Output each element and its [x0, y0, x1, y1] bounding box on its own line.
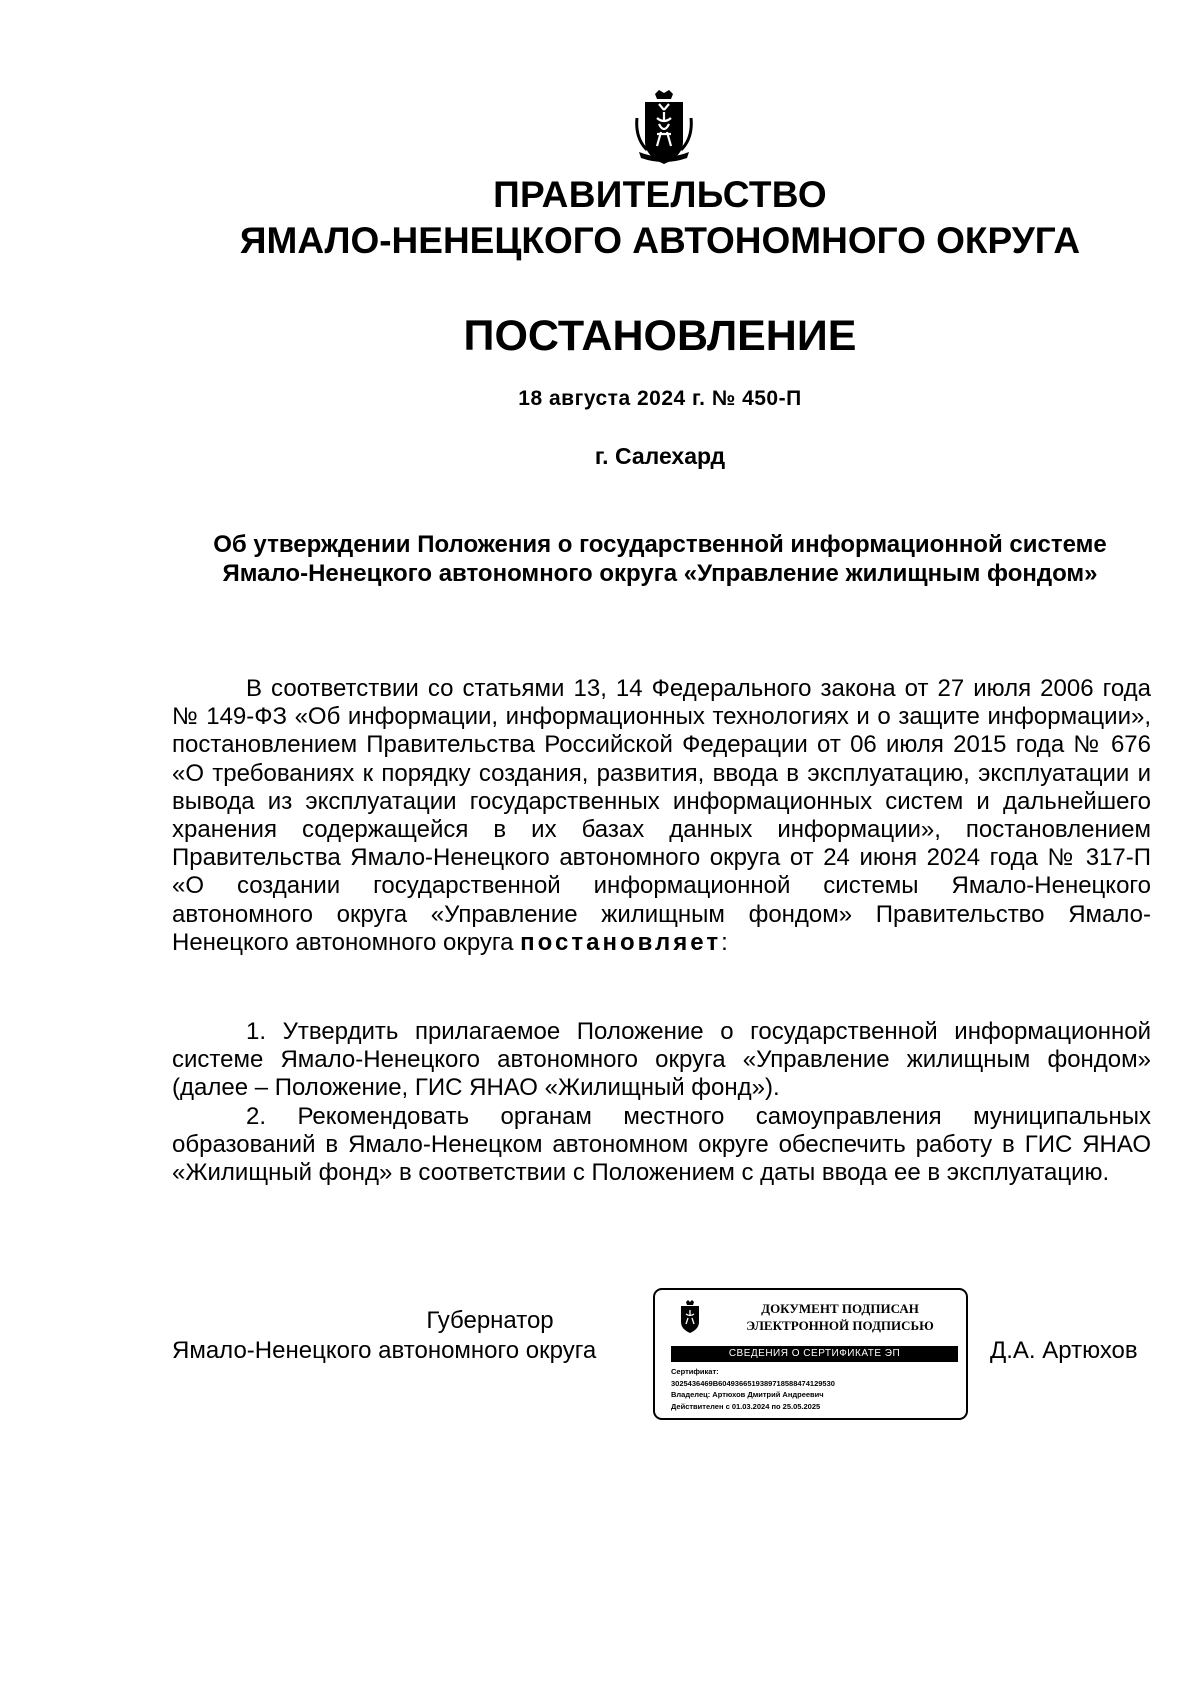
decree-items: [172, 1018, 1151, 1187]
stamp-cert-label: Сертификат:: [671, 1367, 719, 1376]
government-title-line1: ПРАВИТЕЛЬСТВО: [493, 174, 827, 215]
stamp-owner: Владелец: Артюхов Дмитрий Андреевич: [671, 1390, 824, 1399]
decree-item-2: 2. Рекомендовать органам местного самоуправления муниципальных образований в Ямало-Ненецком автономном округе обеспечить работу в ГИС ЯНАО «Жилищный фонд» в соответствии с Положением с даты ввода ее в эксплуатацию.: [172, 1102, 1151, 1187]
document-subject: Об утверждении Положения о государственной информационной системе Ямало-Ненецкого автономного округа «Управление жилищным фондом»: [213, 531, 1107, 587]
document-date-number: 18 августа 2024 г. № 450-П: [518, 387, 802, 410]
stamp-cert-value: 3025436469B6049366519389718588474129530: [671, 1378, 835, 1388]
electronic-signature-stamp: [653, 1288, 968, 1420]
government-title-line2: ЯМАЛО-НЕНЕЦКОГО АВТОНОМНОГО ОКРУГА: [239, 220, 1081, 261]
stamp-heading-line1: ДОКУМЕНТ ПОДПИСАН: [761, 1301, 919, 1316]
decree-word: постановляет: [520, 928, 722, 956]
coat-of-arms-icon: [633, 88, 695, 170]
stamp-details: [671, 1366, 961, 1412]
decree-colon: :: [721, 928, 728, 956]
stamp-coat-of-arms-icon: [677, 1300, 703, 1336]
stamp-heading-line2: ЭЛЕКТРОННОЙ ПОДПИСЬЮ: [746, 1318, 934, 1333]
signer-region: Ямало-Ненецкого автономного округа: [172, 1337, 597, 1364]
document-city: г. Салехард: [594, 443, 726, 469]
signer-name: Д.А. Артюхов: [990, 1337, 1138, 1364]
stamp-heading: [725, 1300, 955, 1334]
stamp-certificate-bar: СВЕДЕНИЯ О СЕРТИФИКАТЕ ЭП: [671, 1346, 958, 1362]
stamp-validity: Действителен с 01.03.2024 по 25.05.2025: [671, 1401, 821, 1411]
decree-item-1: 1. Утвердить прилагаемое Положение о государственной информационной системе Ямало-Ненецкого автономного округа «Управление жилищным фондом» (далее – Положение, ГИС ЯНАО «Жилищный фонд»).: [172, 1018, 1151, 1102]
preamble-text: В соответствии со статьями 13, 14 Федерального закона от 27 июля 2006 года № 149-ФЗ «Об информации, информационных технологиях и о защите информации», постановлением Правительства Российской Федерации от 06 июля 2015 года № 676 «О требованиях к порядку создания, развития, ввода в эксплуатацию, эксплуатации и вывода из эксплуатации государственных информационных систем и дальнейшего хранения содержащейся в их базах данных информации», постановлением Правительства Ямало-Ненецкого автономного округа от 24 июня 2024 года № 317-П «О создании государственной информационной системы Ямало-Ненецкого автономного округа «Управление жилищным фондом» Правительство Ямало-Ненецкого автономного округа: [172, 675, 1151, 956]
preamble-paragraph: [172, 675, 1151, 957]
signer-position: Губернатор: [426, 1307, 554, 1334]
document-type: ПОСТАНОВЛЕНИЕ: [463, 312, 857, 360]
